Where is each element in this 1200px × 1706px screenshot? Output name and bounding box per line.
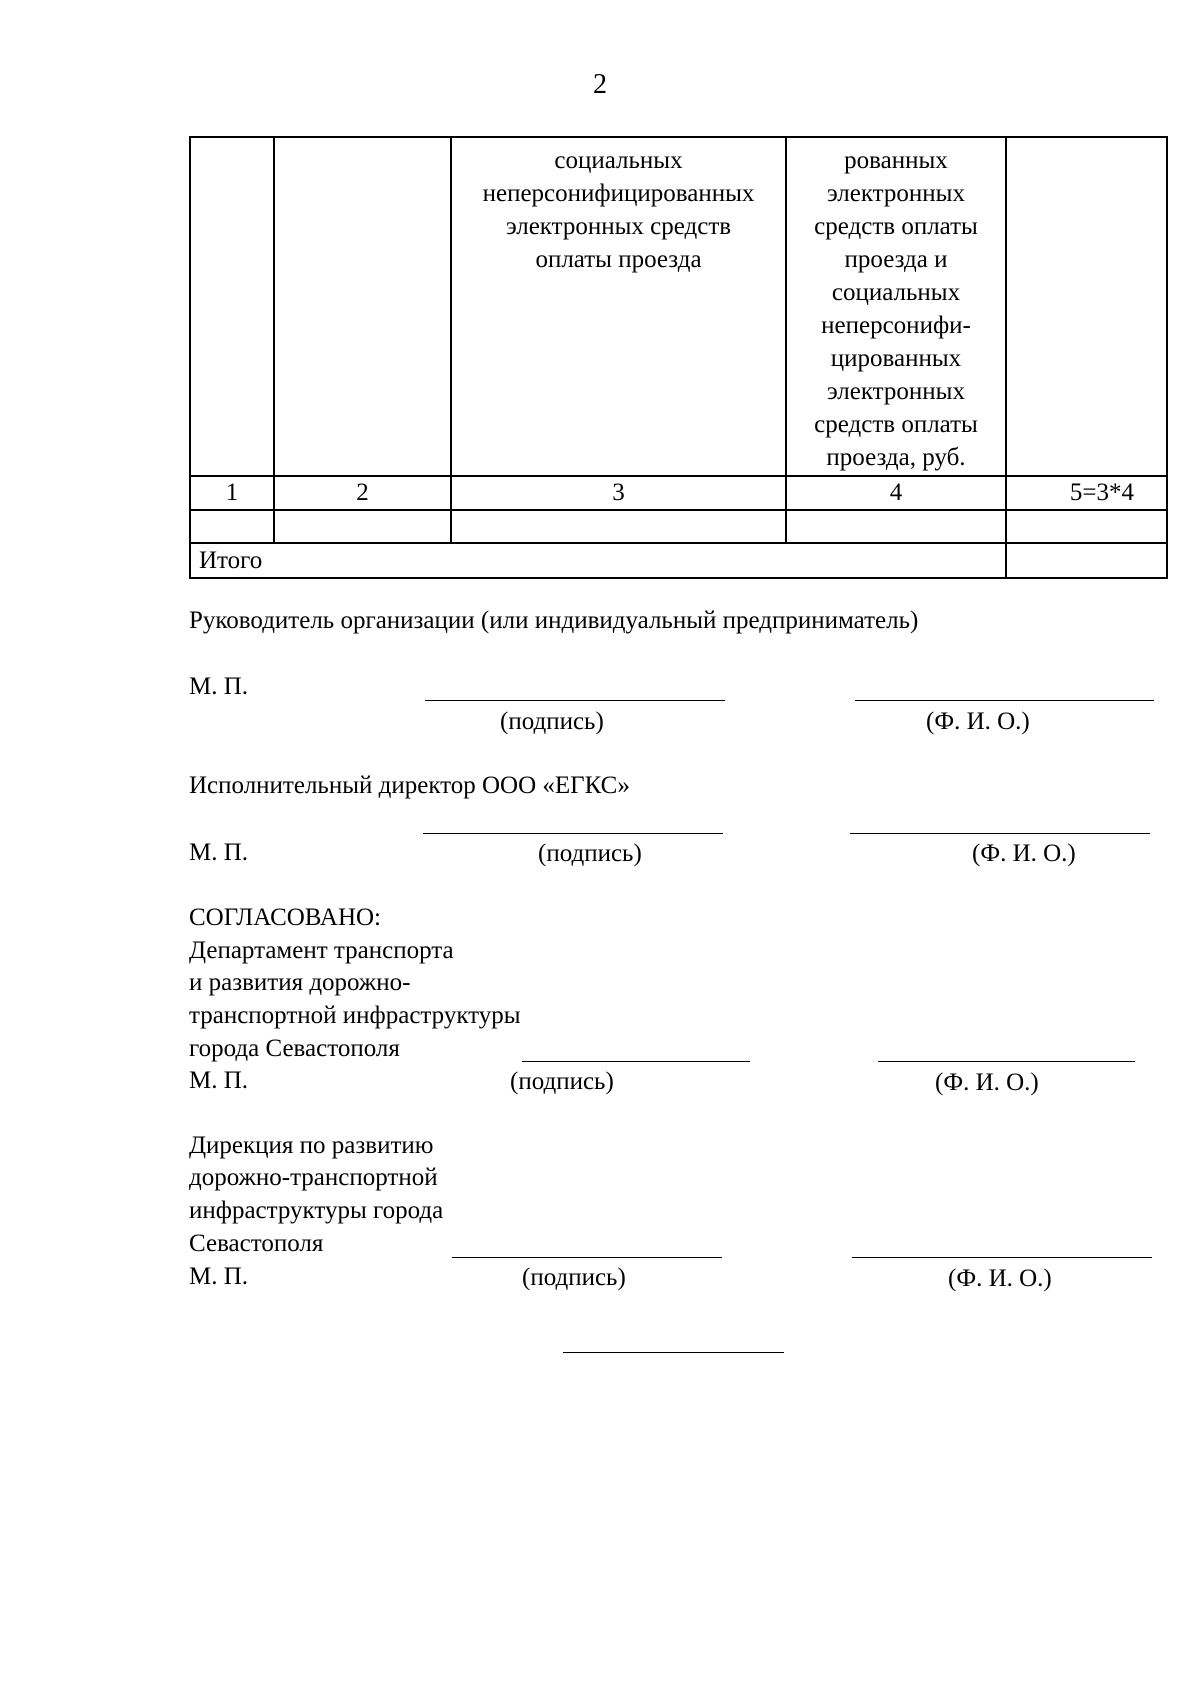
total-row <box>190 543 1167 578</box>
total-label: Итого <box>190 543 1006 578</box>
signature-caption-2: (подпись) <box>538 840 642 867</box>
total-value-cell <box>1006 543 1167 578</box>
table-cell <box>274 510 451 543</box>
column-number: 3 <box>451 476 786 510</box>
name-line-1 <box>855 700 1154 701</box>
mp-stamp-1: М. П. <box>189 673 249 700</box>
signature-line-3 <box>522 1061 750 1062</box>
name-caption-3: (Ф. И. О.) <box>935 1069 1039 1096</box>
header-col4-line: цированных <box>830 345 962 372</box>
name-caption-1: (Ф. И. О.) <box>926 708 1030 735</box>
report-table <box>189 136 1168 579</box>
header-col4-line: проезда, руб. <box>826 444 966 471</box>
table-cell <box>190 510 274 543</box>
table-header-row <box>190 137 1167 476</box>
name-line-4 <box>852 1257 1152 1258</box>
header-col4-line: рованных <box>844 147 948 174</box>
head-org-title: Руководитель организации (или индивидуальный предприниматель) <box>189 607 919 634</box>
header-cell-4 <box>786 137 1006 476</box>
directorate-line: Дирекция по развитию <box>189 1132 434 1159</box>
signature-caption-4: (подпись) <box>522 1264 626 1291</box>
mp-stamp-3: М. П. <box>189 1067 249 1094</box>
directorate-line: Севастополя <box>189 1230 324 1257</box>
mp-stamp-2: М. П. <box>189 839 249 866</box>
signature-line-1 <box>425 700 725 701</box>
name-caption-4: (Ф. И. О.) <box>948 1265 1052 1292</box>
name-caption-2: (Ф. И. О.) <box>972 840 1076 867</box>
header-col3-line: оплаты проезда <box>535 246 702 273</box>
header-col4-line: электронных <box>827 180 965 207</box>
column-number: 1 <box>190 476 274 510</box>
header-col3-line: неперсонифицированных <box>482 180 755 207</box>
page-number: 2 <box>593 69 607 100</box>
signature-line-4 <box>452 1257 722 1258</box>
header-col4-line: средств оплаты <box>814 411 978 438</box>
column-number: 4 <box>786 476 1006 510</box>
department-line: города Севастополя <box>189 1035 400 1062</box>
header-cell-5 <box>1006 137 1167 476</box>
end-of-document-rule <box>563 1352 784 1353</box>
column-number-row <box>190 476 1167 510</box>
column-number: 2 <box>274 476 451 510</box>
signature-caption-3: (подпись) <box>510 1068 614 1095</box>
header-cell-1 <box>190 137 274 476</box>
signature-caption-1: (подпись) <box>500 708 604 735</box>
header-col3-line: электронных средств <box>505 213 732 240</box>
header-cell-3 <box>451 137 786 476</box>
mp-stamp-4: М. П. <box>189 1263 249 1290</box>
department-line: транспортной инфраструктуры <box>189 1002 521 1029</box>
agreed-heading: СОГЛАСОВАНО: <box>189 904 382 931</box>
header-col4-line: электронных <box>827 378 965 405</box>
signature-line-2 <box>423 833 723 834</box>
table-cell <box>786 510 1006 543</box>
table-cell <box>451 510 786 543</box>
table-row <box>190 510 1167 543</box>
header-cell-2 <box>274 137 451 476</box>
header-col4-line: неперсонифи- <box>821 312 971 339</box>
name-line-3 <box>878 1061 1135 1062</box>
header-col4-line: социальных <box>831 279 961 306</box>
department-line: Департамент транспорта <box>189 937 454 964</box>
header-col3-line: социальных <box>554 147 683 174</box>
column-number: 5=3*4 <box>1006 476 1167 510</box>
directorate-line: дорожно-транспортной <box>189 1164 438 1191</box>
directorate-line: инфраструктуры города <box>189 1197 444 1224</box>
table-cell <box>1006 510 1167 543</box>
egks-director-title: Исполнительный директор ООО «ЕГКС» <box>189 772 630 799</box>
name-line-2 <box>850 833 1150 834</box>
department-line: и развития дорожно- <box>189 969 411 996</box>
header-col4-line: проезда и <box>844 246 948 273</box>
header-col4-line: средств оплаты <box>814 213 978 240</box>
